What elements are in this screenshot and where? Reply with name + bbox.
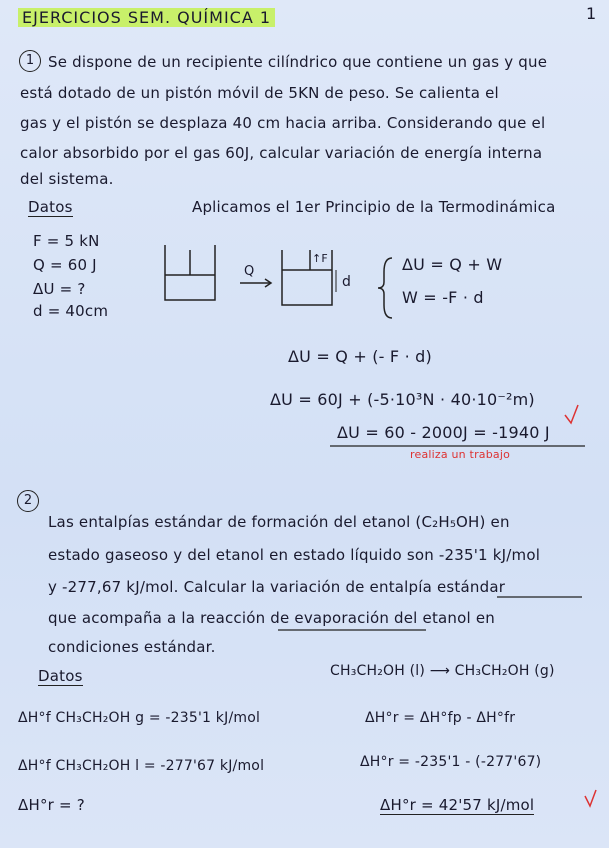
ex1-dato-2: Q = 60 J (33, 256, 97, 274)
ex1-dato-3: ΔU = ? (33, 280, 86, 298)
ex1-apply-text: Aplicamos el 1er Principio de la Termodinámica (192, 198, 556, 216)
ex1-datos-label: Datos (28, 198, 73, 216)
ex2-reaction: CH₃CH₂OH (l) ⟶ CH₃CH₂OH (g) (330, 663, 555, 679)
diagram-q-label: Q (244, 264, 255, 279)
ex2-line-2: estado gaseoso y del etanol en estado líquido son -235'1 kJ/mol (48, 546, 541, 564)
ex1-result: ΔU = 60 - 2000J = -1940 J (337, 423, 550, 442)
ex2-line-4: que acompaña a la reacción de evaporación del etanol en (48, 609, 495, 627)
ex1-line-2: está dotado de un pistón móvil de 5KN de peso. Se calienta el (20, 84, 499, 102)
ex2-line-5: condiciones estándar. (48, 638, 216, 656)
ex2-line-1: Las entalpías estándar de formación del etanol (C₂H₅OH) en (48, 513, 510, 531)
ex2-dato-2: ΔH°f CH₃CH₂OH l = -277'67 kJ/mol (18, 758, 265, 774)
ex1-formula-1: ΔU = Q + W (402, 255, 503, 274)
ex1-line-4: calor absorbido por el gas 60J, calcular variación de energía interna (20, 144, 543, 162)
ex2-dato-3: ΔH°r = ? (18, 796, 85, 814)
exercise-2-number: 2 (17, 490, 39, 512)
diagram-f-label: ↑F (312, 252, 328, 265)
ex1-dato-4: d = 40cm (33, 302, 109, 320)
ex2-calc-1: ΔH°r = ΔH°fp - ΔH°fr (365, 710, 516, 726)
ex1-line-1: Se dispone de un recipiente cilíndrico que contiene un gas y que (48, 53, 548, 71)
ex1-formula-2: W = -F · d (402, 288, 484, 307)
ex2-line-3: y -277,67 kJ/mol. Calcular la variación de entalpía estándar (48, 578, 506, 596)
ex1-calc-1: ΔU = Q + (- F · d) (288, 347, 432, 366)
ex1-note: realiza un trabajo (410, 448, 511, 461)
exercise-1-number: 1 (19, 50, 41, 72)
ex1-calc-2: ΔU = 60J + (-5·10³N · 40·10⁻²m) (270, 390, 535, 409)
page-title: EJERCICIOS SEM. QUÍMICA 1 (18, 8, 275, 27)
ex1-dato-1: F = 5 kN (33, 232, 100, 250)
ex2-result: ΔH°r = 42'57 kJ/mol (380, 796, 535, 814)
ex2-dato-1: ΔH°f CH₃CH₂OH g = -235'1 kJ/mol (18, 710, 261, 726)
ex1-line-3: gas y el pistón se desplaza 40 cm hacia arriba. Considerando que el (20, 114, 546, 132)
page-number: 1 (586, 4, 597, 23)
ex2-calc-2: ΔH°r = -235'1 - (-277'67) (360, 754, 542, 770)
diagram-d-label: d (342, 274, 352, 290)
ex2-datos-label: Datos (38, 667, 83, 685)
ex1-line-5: del sistema. (20, 170, 114, 188)
